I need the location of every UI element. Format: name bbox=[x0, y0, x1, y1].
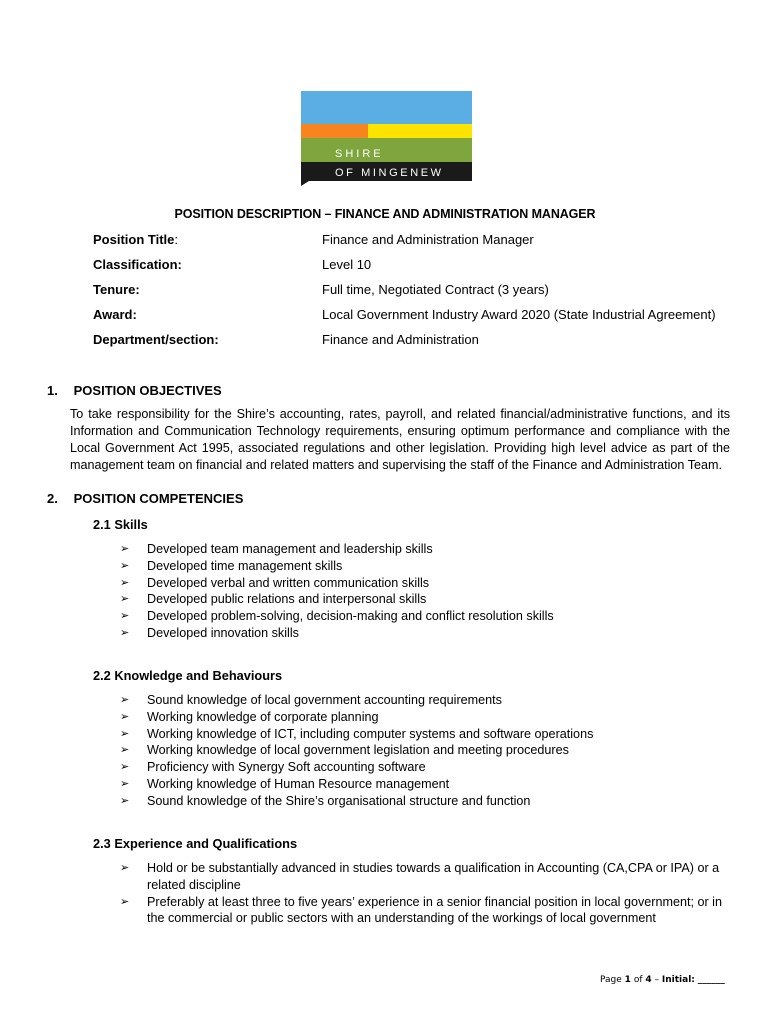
info-value: Finance and Administration bbox=[322, 332, 479, 347]
arrow-bullet-icon: ➢ bbox=[120, 794, 130, 807]
document-title: POSITION DESCRIPTION – FINANCE AND ADMINISTRATION MANAGER bbox=[174, 207, 596, 221]
list-item: ➢ Developed public relations and interpersonal skills bbox=[120, 592, 427, 607]
footer-dash: – bbox=[654, 975, 660, 985]
section-title: POSITION OBJECTIVES bbox=[73, 383, 222, 398]
arrow-bullet-icon: ➢ bbox=[120, 727, 130, 740]
arrow-bullet-icon: ➢ bbox=[120, 559, 130, 572]
list-item: ➢ Proficiency with Synergy Soft accounting software bbox=[120, 760, 426, 775]
logo-line2: OF MINGENEW bbox=[335, 167, 444, 179]
list-item: ➢ Developed verbal and written communication skills bbox=[120, 575, 430, 590]
footer-page-number: 1 bbox=[624, 975, 631, 985]
arrow-bullet-icon: ➢ bbox=[120, 777, 130, 790]
arrow-bullet-icon: ➢ bbox=[120, 593, 130, 606]
list-item: ➢ Developed time management skills bbox=[120, 558, 343, 573]
subsection-heading-knowledge: 2.2 Knowledge and Behaviours bbox=[93, 668, 283, 683]
info-row-classification bbox=[93, 257, 753, 277]
footer-of-word: of bbox=[633, 975, 643, 985]
arrow-bullet-icon: ➢ bbox=[120, 761, 130, 774]
list-item: ➢ Developed problem-solving, decision-making and conflict resolution skills bbox=[120, 609, 554, 624]
arrow-bullet-icon: ➢ bbox=[120, 694, 130, 706]
list-item: ➢ Sound knowledge of local government accounting requirements bbox=[120, 693, 502, 707]
info-row-position-title bbox=[93, 232, 753, 252]
knowledge-list bbox=[120, 692, 730, 810]
footer-initial-blank: ______ bbox=[697, 975, 725, 985]
logo-line1: SHIRE bbox=[335, 148, 384, 160]
section-number: 2. bbox=[47, 491, 58, 506]
page-footer bbox=[600, 975, 725, 985]
info-label: Position Title: bbox=[93, 232, 179, 247]
info-value: Full time, Negotiated Contract (3 years) bbox=[322, 282, 549, 297]
info-label: Award: bbox=[93, 307, 137, 322]
list-item: ➢ Working knowledge of local government legislation and meeting procedures bbox=[120, 743, 569, 758]
logo-sky-band bbox=[301, 91, 472, 124]
logo-orange-band bbox=[301, 124, 368, 138]
info-label: Classification: bbox=[93, 257, 182, 272]
arrow-bullet-icon: ➢ bbox=[120, 626, 130, 639]
list-item: ➢ Preferably at least three to five years’ experience in a senior financial position in local government; or in the commercial or public sectors with an understanding of the workings of local government bbox=[120, 894, 722, 926]
logo-yellow-band bbox=[368, 124, 472, 138]
objectives-paragraph: To take responsibility for the Shire’s accounting, rates, payroll, and related financial/administrative functions, and its Information and Communication Technology requirements, ensuring optimum performance and compliance with the Local Government Act 1995, associated regulations and other legislation. Providing high level advice as part of the management team on financial and related matters and supervising the staff of the Finance and Administration Team. bbox=[70, 407, 730, 472]
arrow-bullet-icon: ➢ bbox=[120, 895, 130, 908]
arrow-bullet-icon: ➢ bbox=[120, 576, 130, 589]
list-item: ➢ Developed innovation skills bbox=[120, 625, 299, 640]
logo-green-band bbox=[301, 138, 472, 162]
arrow-bullet-icon: ➢ bbox=[120, 862, 130, 874]
info-label: Tenure: bbox=[93, 282, 140, 297]
list-item: ➢ Sound knowledge of the Shire’s organisational structure and function bbox=[120, 793, 531, 808]
info-row-tenure bbox=[93, 282, 753, 302]
section-heading-objectives bbox=[47, 383, 222, 398]
section-heading-competencies bbox=[47, 491, 243, 506]
list-item: ➢ Working knowledge of corporate planning bbox=[120, 709, 379, 724]
info-value: Finance and Administration Manager bbox=[322, 232, 534, 247]
arrow-bullet-icon: ➢ bbox=[120, 610, 130, 623]
info-row-department bbox=[93, 332, 753, 352]
info-row-award bbox=[93, 307, 753, 327]
arrow-bullet-icon: ➢ bbox=[120, 710, 130, 723]
section-title: POSITION COMPETENCIES bbox=[73, 491, 244, 506]
skills-list bbox=[120, 541, 730, 642]
arrow-bullet-icon: ➢ bbox=[120, 744, 130, 757]
shire-of-mingenew-logo bbox=[301, 91, 472, 186]
list-item: ➢ Working knowledge of ICT, including computer systems and software operations bbox=[120, 726, 594, 741]
footer-page-word: Page bbox=[600, 975, 622, 985]
footer-initial-label: Initial: bbox=[661, 975, 695, 985]
experience-list bbox=[120, 860, 730, 927]
subsection-heading-experience: 2.3 Experience and Qualifications bbox=[93, 836, 298, 851]
footer-total-pages: 4 bbox=[645, 975, 652, 985]
list-item: ➢ Developed team management and leadership skills bbox=[120, 542, 433, 556]
info-label: Department/section: bbox=[93, 332, 219, 347]
subsection-heading-skills: 2.1 Skills bbox=[93, 517, 148, 532]
list-item: ➢ Hold or be substantially advanced in studies towards a qualification in Accounting (CA,CPA or IPA) or a related discipline bbox=[120, 861, 720, 892]
info-value: Local Government Industry Award 2020 (State Industrial Agreement) bbox=[322, 307, 716, 322]
arrow-bullet-icon: ➢ bbox=[120, 543, 130, 555]
info-value: Level 10 bbox=[322, 257, 372, 272]
section-number: 1. bbox=[47, 383, 58, 398]
list-item: ➢ Working knowledge of Human Resource management bbox=[120, 776, 450, 791]
